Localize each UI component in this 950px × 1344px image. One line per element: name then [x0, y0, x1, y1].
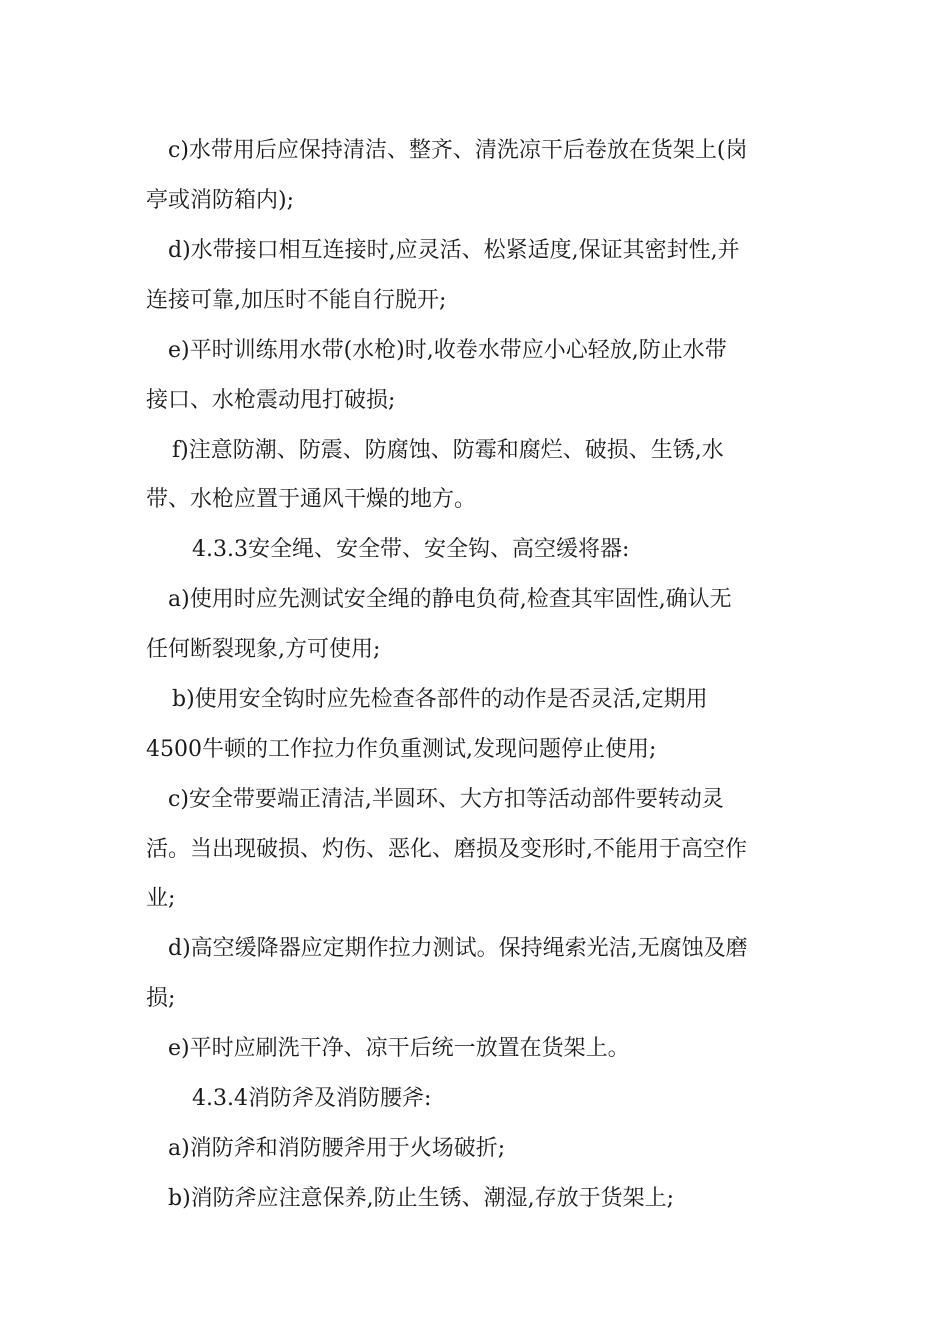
paragraph-line: 接口、水枪震动甩打破损;	[146, 388, 396, 413]
paragraph-line: 损;	[146, 986, 176, 1011]
paragraph-line: a)使用时应先测试安全绳的静电负荷,检查其牢固性,确认无	[168, 587, 732, 612]
paragraph-line: d)高空缓降器应定期作拉力测试。保持绳索光洁,无腐蚀及磨	[168, 936, 748, 961]
paragraph-line: e)平时训练用水带(水枪)时,收卷水带应小心轻放,防止水带	[168, 338, 727, 363]
paragraph-line: 连接可靠,加压时不能自行脱开;	[146, 288, 447, 313]
paragraph-line: b)消防斧应注意保养,防止生锈、潮湿,存放于货架上;	[168, 1186, 675, 1211]
paragraph-line: b)使用安全钩时应先检查各部件的动作是否灵活,定期用	[172, 687, 708, 712]
paragraph-line: f)注意防潮、防震、防腐蚀、防霉和腐烂、破损、生锈,水	[172, 438, 724, 463]
paragraph-line: 任何断裂现象,方可使用;	[146, 637, 381, 662]
paragraph-line: 4500牛顿的工作拉力作负重测试,发现问题停止使用;	[146, 737, 657, 762]
paragraph-line: e)平时应刷洗干净、凉干后统一放置在货架上。	[168, 1036, 630, 1061]
paragraph-line: 业;	[146, 886, 176, 911]
paragraph-line: 亭或消防箱内);	[146, 188, 294, 213]
paragraph-line: 带、水枪应置于通风干燥的地方。	[146, 487, 477, 512]
section-heading: 4.3.3安全绳、安全带、安全钩、高空缓将器:	[192, 537, 630, 562]
section-heading: 4.3.4消防斧及消防腰斧:	[192, 1086, 432, 1111]
paragraph-line: c)安全带要端正清洁,半圆环、大方扣等活动部件要转动灵	[168, 787, 724, 812]
paragraph-line: a)消防斧和消防腰斧用于火场破折;	[168, 1136, 506, 1161]
paragraph-line: d)水带接口相互连接时,应灵活、松紧适度,保证其密封性,并	[168, 238, 740, 263]
paragraph-line: 活。当出现破损、灼伤、恶化、磨损及变形时,不能用于高空作	[146, 837, 747, 862]
paragraph-line: c)水带用后应保持清洁、整齐、清洗凉干后卷放在货架上(岗	[168, 138, 748, 163]
